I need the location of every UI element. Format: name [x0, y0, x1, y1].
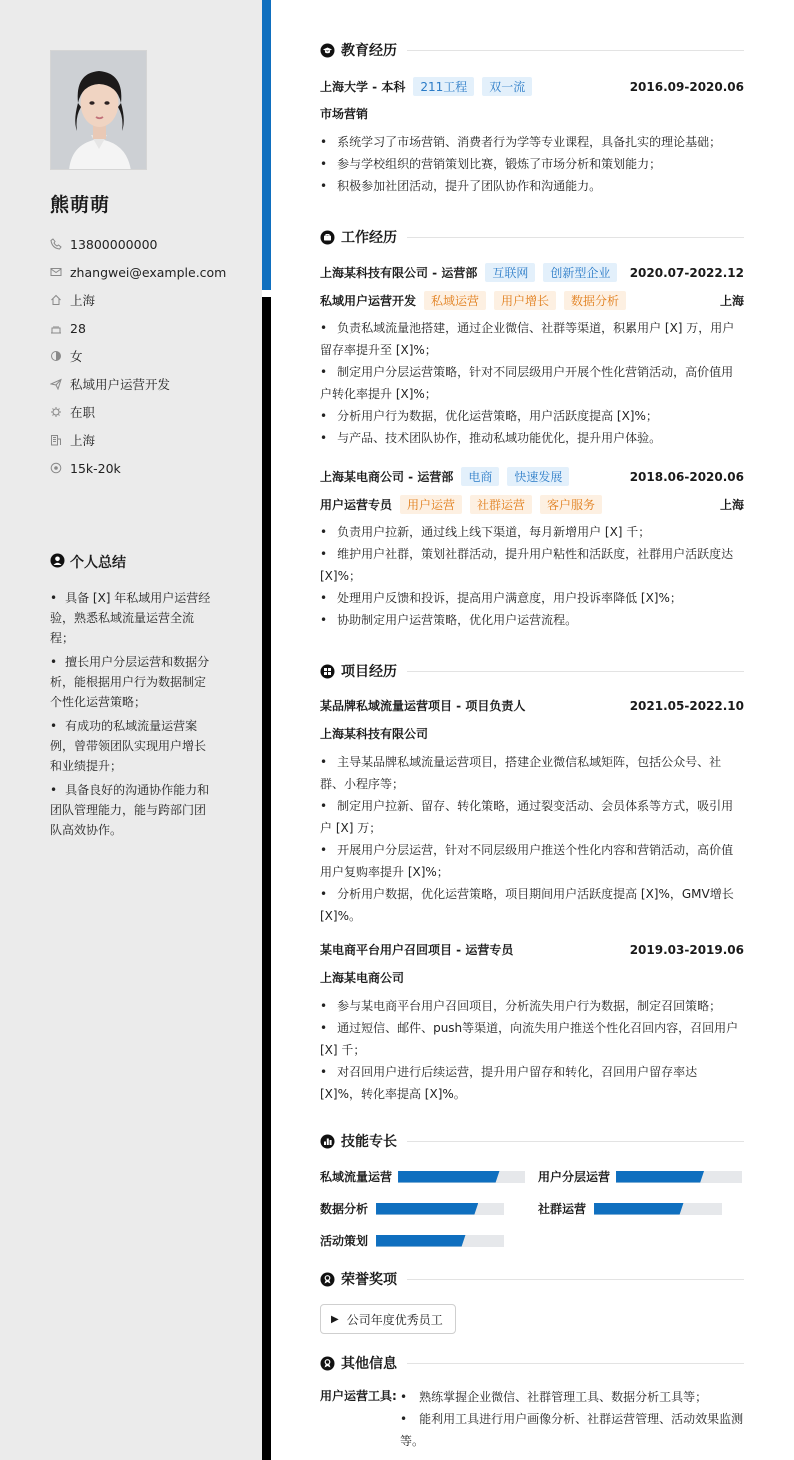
divider	[407, 50, 744, 51]
list-item: • 处理用户反馈和投诉，提高用户满意度，用户投诉率降低 [X]%；	[320, 587, 740, 609]
education-row	[320, 77, 744, 96]
briefcase-icon	[320, 230, 335, 245]
building-icon	[50, 434, 62, 446]
skill-item	[320, 1168, 525, 1185]
tag: 211工程	[413, 77, 474, 96]
project-name: 某电商平台用户召回项目 - 运营专员	[320, 943, 514, 957]
accent-bar-black	[262, 297, 271, 1460]
period: 2020.07-2022.12	[629, 265, 744, 280]
company-name: 上海某科技有限公司 - 运营部	[320, 266, 478, 280]
role: 用户运营专员	[320, 498, 393, 512]
period: 2021.05-2022.10	[629, 698, 744, 713]
city: 上海	[719, 294, 744, 308]
city: 上海	[719, 498, 744, 512]
list-item: • 主导某品牌私域流量运营项目，搭建企业微信私域矩阵，包括公众号、社群、小程序等；	[320, 751, 740, 795]
list-item: • 熟练掌握企业微信、社群管理工具、数据分析工具等；	[400, 1386, 744, 1408]
list-item: • 擅长用户分层运营和数据分析，能根据用户行为数据制定个性化运营策略；	[50, 652, 215, 712]
award-icon	[320, 1356, 335, 1371]
list-item: • 协助制定用户运营策略，优化用户运营流程。	[320, 609, 740, 631]
info-phone: 13800000000	[50, 230, 226, 258]
tag: 电商	[461, 467, 499, 486]
job-role-row	[320, 495, 744, 514]
divider	[407, 1141, 744, 1142]
skill-bar-fill	[398, 1171, 500, 1183]
graduation-cap-icon	[320, 43, 335, 58]
info-target-position: 私域用户运营开发	[50, 370, 226, 398]
honors-heading: 荣誉奖项	[320, 1269, 744, 1289]
divider	[407, 671, 744, 672]
project-list	[320, 751, 740, 927]
skill-bar	[616, 1171, 742, 1183]
divider	[407, 1279, 744, 1280]
divider	[407, 1363, 744, 1364]
list-item: • 与产品、技术团队协作，推动私域功能优化，提升用户体验。	[320, 427, 740, 449]
info-status: 在职	[50, 398, 226, 426]
age-icon	[50, 322, 62, 334]
home-icon	[50, 294, 62, 306]
award-icon	[320, 1272, 335, 1287]
contact-info-list	[50, 230, 226, 482]
other-heading: 其他信息	[320, 1353, 744, 1373]
skill-bar	[594, 1203, 722, 1215]
project-name: 某品牌私域流量运营项目 - 项目负责人	[320, 699, 526, 713]
tag: 私域运营	[424, 291, 486, 310]
period: 2016.09-2020.06	[629, 79, 744, 94]
education-heading: 教育经历	[320, 40, 744, 60]
other-list	[400, 1386, 744, 1452]
job-row	[320, 467, 744, 486]
profile-photo	[50, 50, 147, 170]
divider	[407, 237, 744, 238]
info-salary: 15k-20k	[50, 454, 226, 482]
summary-list	[50, 588, 215, 844]
info-email: zhangwei@example.com	[50, 258, 226, 286]
major: 市场营销	[320, 107, 369, 121]
skill-name: 私域流量运营	[320, 1170, 393, 1184]
info-age: 28	[50, 314, 226, 342]
list-item: • 负责用户拉新，通过线上线下渠道，每月新增用户 [X] 千；	[320, 521, 740, 543]
job-role-row	[320, 291, 744, 310]
accent-bar-blue	[262, 0, 271, 290]
list-item: • 有成功的私域流量运营案例，曾带领团队实现用户增长和业绩提升；	[50, 716, 215, 776]
gender-icon	[50, 350, 62, 362]
list-item: • 通过短信、邮件、push等渠道，向流失用户推送个性化召回内容，召回用户 [X] 千；	[320, 1017, 740, 1061]
list-item: • 具备 [X] 年私域用户运营经验，熟悉私域流量运营全流程；	[50, 588, 215, 648]
list-item: • 分析用户数据，优化运营策略，项目期间用户活跃度提高 [X]%，GMV增长 [X]%。	[320, 883, 740, 927]
play-icon: ▶	[331, 1313, 339, 1325]
job-list	[320, 317, 740, 449]
tag: 快速发展	[507, 467, 569, 486]
tag: 用户增长	[494, 291, 556, 310]
list-item: • 参与学校组织的营销策划比赛，锻炼了市场分析和策划能力；	[320, 153, 740, 175]
skill-bar-fill	[594, 1203, 684, 1215]
skill-name: 社群运营	[538, 1202, 587, 1216]
list-item: • 参与某电商平台用户召回项目，分析流失用户行为数据，制定召回策略；	[320, 995, 740, 1017]
skill-bar	[376, 1235, 504, 1247]
project-row	[320, 941, 744, 958]
job-list	[320, 521, 740, 631]
grid-icon	[320, 664, 335, 679]
project-row	[320, 697, 744, 714]
phone-icon	[50, 238, 62, 250]
project-org: 上海某科技有限公司	[320, 727, 429, 741]
skill-name: 数据分析	[320, 1202, 369, 1216]
list-item: • 能利用工具进行用户画像分析、社群运营管理、活动效果监测等。	[400, 1408, 744, 1452]
education-major-row	[320, 105, 744, 122]
list-item: • 对召回用户进行后续运营，提升用户留存和转化，召回用户留存率达 [X]%，转化率提高 [X]%。	[320, 1061, 740, 1105]
school-name: 上海大学 - 本科	[320, 80, 406, 94]
skills-heading: 技能专长	[320, 1131, 744, 1151]
skill-bar-fill	[376, 1203, 478, 1215]
role: 私域用户运营开发	[320, 294, 417, 308]
list-item: • 制定用户拉新、留存、转化策略，通过裂变活动、会员体系等方式，吸引用户 [X] 万；	[320, 795, 740, 839]
period: 2018.06-2020.06	[629, 469, 744, 484]
skill-item	[320, 1232, 504, 1249]
skill-bar-fill	[376, 1235, 466, 1247]
summary-heading: 个人总结	[50, 552, 126, 572]
work-heading: 工作经历	[320, 227, 744, 247]
company-name: 上海某电商公司 - 运营部	[320, 470, 454, 484]
project-org-row	[320, 969, 744, 986]
bar-chart-icon	[320, 1134, 335, 1149]
tag: 客户服务	[540, 495, 602, 514]
skill-name: 用户分层运营	[538, 1170, 611, 1184]
tag: 数据分析	[564, 291, 626, 310]
project-org: 上海某电商公司	[320, 971, 405, 985]
skill-item	[538, 1200, 722, 1217]
user-circle-icon	[50, 553, 65, 572]
skill-bar	[376, 1203, 504, 1215]
status-icon	[50, 406, 62, 418]
project-list	[320, 995, 740, 1105]
list-item: • 制定用户分层运营策略，针对不同层级用户开展个性化营销活动，高价值用户转化率提升 [X]%；	[320, 361, 740, 405]
tag: 用户运营	[400, 495, 462, 514]
skill-bar	[398, 1171, 525, 1183]
info-expected-city: 上海	[50, 426, 226, 454]
education-list	[320, 131, 740, 197]
list-item: • 开展用户分层运营，针对不同层级用户推送个性化内容和营销活动，高价值用户复购率提升 [X]%；	[320, 839, 740, 883]
other-label: 用户运营工具:	[320, 1389, 397, 1403]
salary-icon	[50, 462, 62, 474]
tag: 创新型企业	[543, 263, 617, 282]
projects-heading: 项目经历	[320, 661, 744, 681]
skill-name: 活动策划	[320, 1234, 369, 1248]
skill-item	[320, 1200, 504, 1217]
send-icon	[50, 378, 62, 390]
skill-bar-fill	[616, 1171, 704, 1183]
list-item: • 具备良好的沟通协作能力和团队管理能力，能与跨部门团队高效协作。	[50, 780, 215, 840]
list-item: • 系统学习了市场营销、消费者行为学等专业课程，具备扎实的理论基础；	[320, 131, 740, 153]
list-item: • 分析用户行为数据，优化运营策略，用户活跃度提高 [X]%；	[320, 405, 740, 427]
award-badge: ▶ 公司年度优秀员工	[320, 1304, 456, 1334]
skill-item	[538, 1168, 742, 1185]
profile-name: 熊萌萌	[50, 194, 111, 216]
list-item: • 负责私域流量池搭建，通过企业微信、社群等渠道，积累用户 [X] 万，用户留存率提升至 [X]%；	[320, 317, 740, 361]
project-org-row	[320, 725, 744, 742]
period: 2019.03-2019.06	[629, 942, 744, 957]
mail-icon	[50, 266, 62, 278]
tag: 社群运营	[470, 495, 532, 514]
info-gender: 女	[50, 342, 226, 370]
tag: 双一流	[482, 77, 532, 96]
tag: 互联网	[485, 263, 535, 282]
list-item: • 维护用户社群，策划社群活动，提升用户粘性和活跃度，社群用户活跃度达 [X]%；	[320, 543, 740, 587]
list-item: • 积极参加社团活动，提升了团队协作和沟通能力。	[320, 175, 740, 197]
info-location: 上海	[50, 286, 226, 314]
job-row	[320, 263, 744, 282]
